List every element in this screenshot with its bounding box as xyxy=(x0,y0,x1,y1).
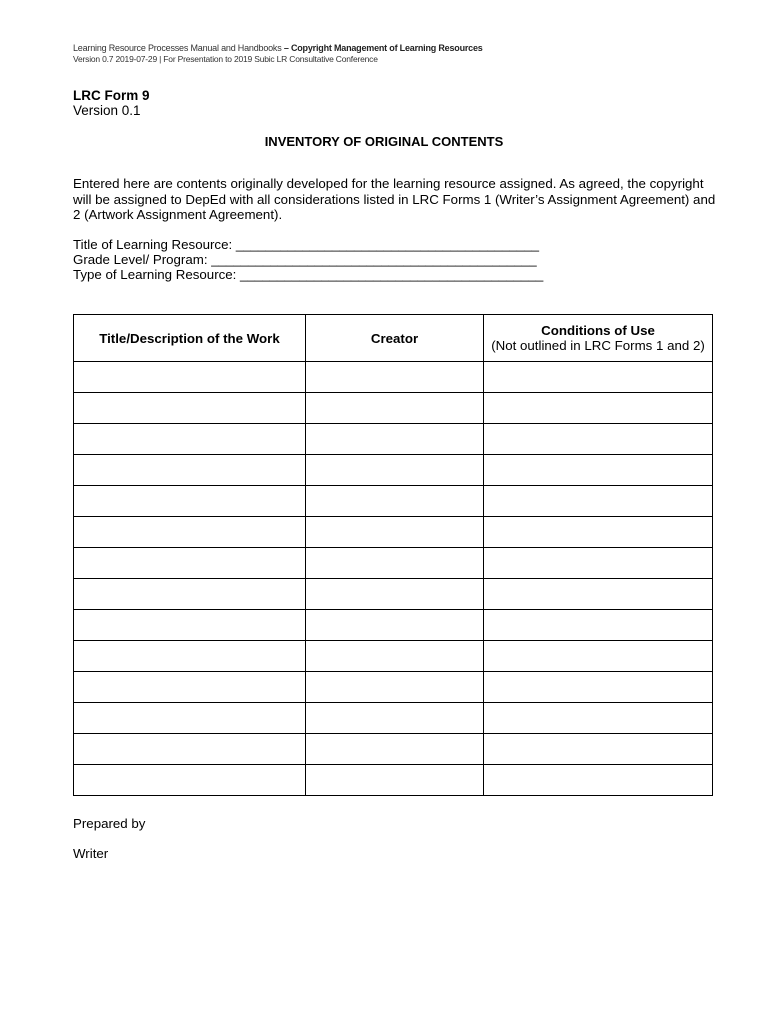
cell-title[interactable] xyxy=(74,455,306,486)
running-header-line2: Version 0.7 2019-07-29 | For Presentation to 2019 Subic LR Consultative Conference xyxy=(73,54,378,64)
cell-creator[interactable] xyxy=(306,486,484,517)
cell-conditions[interactable] xyxy=(484,734,713,765)
cell-conditions[interactable] xyxy=(484,703,713,734)
cell-conditions[interactable] xyxy=(484,610,713,641)
cell-conditions[interactable] xyxy=(484,362,713,393)
cell-conditions[interactable] xyxy=(484,393,713,424)
field-grade-level-program[interactable]: Grade Level/ Program: ____________________________________________ xyxy=(73,252,537,267)
cell-title[interactable] xyxy=(74,579,306,610)
table-header-row xyxy=(74,315,713,362)
conditions-header-main: Conditions of Use xyxy=(541,322,655,338)
cell-creator[interactable] xyxy=(306,765,484,796)
field-type-of-learning-resource[interactable]: Type of Learning Resource: _________________________________________ xyxy=(73,267,544,282)
field-title-of-learning-resource[interactable]: Title of Learning Resource: _________________________________________ xyxy=(73,237,540,252)
cell-conditions[interactable] xyxy=(484,641,713,672)
cell-creator[interactable] xyxy=(306,734,484,765)
cell-creator[interactable] xyxy=(306,455,484,486)
cell-creator[interactable] xyxy=(306,393,484,424)
table-row xyxy=(74,672,713,703)
cell-conditions[interactable] xyxy=(484,672,713,703)
table-row xyxy=(74,362,713,393)
table-row xyxy=(74,548,713,579)
table-row xyxy=(74,517,713,548)
cell-creator[interactable] xyxy=(306,641,484,672)
cell-conditions[interactable] xyxy=(484,548,713,579)
column-header-creator: Creator xyxy=(306,315,484,362)
table-row xyxy=(74,703,713,734)
document-title: INVENTORY OF ORIGINAL CONTENTS xyxy=(264,134,504,149)
cell-conditions[interactable] xyxy=(484,765,713,796)
table-row xyxy=(74,610,713,641)
cell-title[interactable] xyxy=(74,734,306,765)
cell-title[interactable] xyxy=(74,765,306,796)
table-row xyxy=(74,455,713,486)
table-row xyxy=(74,734,713,765)
header-section-title: – Copyright Management of Learning Resources xyxy=(283,43,483,53)
cell-creator[interactable] xyxy=(306,424,484,455)
cell-title[interactable] xyxy=(74,517,306,548)
running-header-line1 xyxy=(73,44,483,53)
prepared-by-label: Prepared by xyxy=(73,816,146,831)
cell-title[interactable] xyxy=(74,703,306,734)
intro-paragraph: Entered here are contents originally developed for the learning resource assigned. As agreed, the copyright will be assigned to DepEd with all considerations listed in LRC Forms 1 (Writer’s Assignment Agreement) and 2 (Artwork Assignment Agreement). xyxy=(73,176,716,222)
table-row xyxy=(74,424,713,455)
cell-creator[interactable] xyxy=(306,362,484,393)
cell-title[interactable] xyxy=(74,672,306,703)
form-version: Version 0.1 xyxy=(73,103,141,118)
table-row xyxy=(74,765,713,796)
table-row xyxy=(74,393,713,424)
column-header-title: Title/Description of the Work xyxy=(74,315,306,362)
table-row xyxy=(74,579,713,610)
cell-creator[interactable] xyxy=(306,672,484,703)
cell-creator[interactable] xyxy=(306,703,484,734)
cell-conditions[interactable] xyxy=(484,424,713,455)
cell-creator[interactable] xyxy=(306,548,484,579)
cell-title[interactable] xyxy=(74,548,306,579)
cell-conditions[interactable] xyxy=(484,486,713,517)
cell-conditions[interactable] xyxy=(484,579,713,610)
cell-conditions[interactable] xyxy=(484,517,713,548)
inventory-table xyxy=(73,314,713,796)
writer-label: Writer xyxy=(73,846,109,861)
table-body xyxy=(74,362,713,796)
cell-title[interactable] xyxy=(74,362,306,393)
cell-conditions[interactable] xyxy=(484,455,713,486)
header-manual-title: Learning Resource Processes Manual and Handbooks xyxy=(73,43,282,53)
table-row xyxy=(74,486,713,517)
cell-title[interactable] xyxy=(74,393,306,424)
cell-title[interactable] xyxy=(74,424,306,455)
cell-title[interactable] xyxy=(74,610,306,641)
cell-title[interactable] xyxy=(74,486,306,517)
conditions-header-sub: (Not outlined in LRC Forms 1 and 2) xyxy=(491,337,705,353)
cell-title[interactable] xyxy=(74,641,306,672)
cell-creator[interactable] xyxy=(306,610,484,641)
cell-creator[interactable] xyxy=(306,579,484,610)
form-code: LRC Form 9 xyxy=(73,88,150,103)
table-row xyxy=(74,641,713,672)
cell-creator[interactable] xyxy=(306,517,484,548)
column-header-conditions xyxy=(484,315,713,362)
